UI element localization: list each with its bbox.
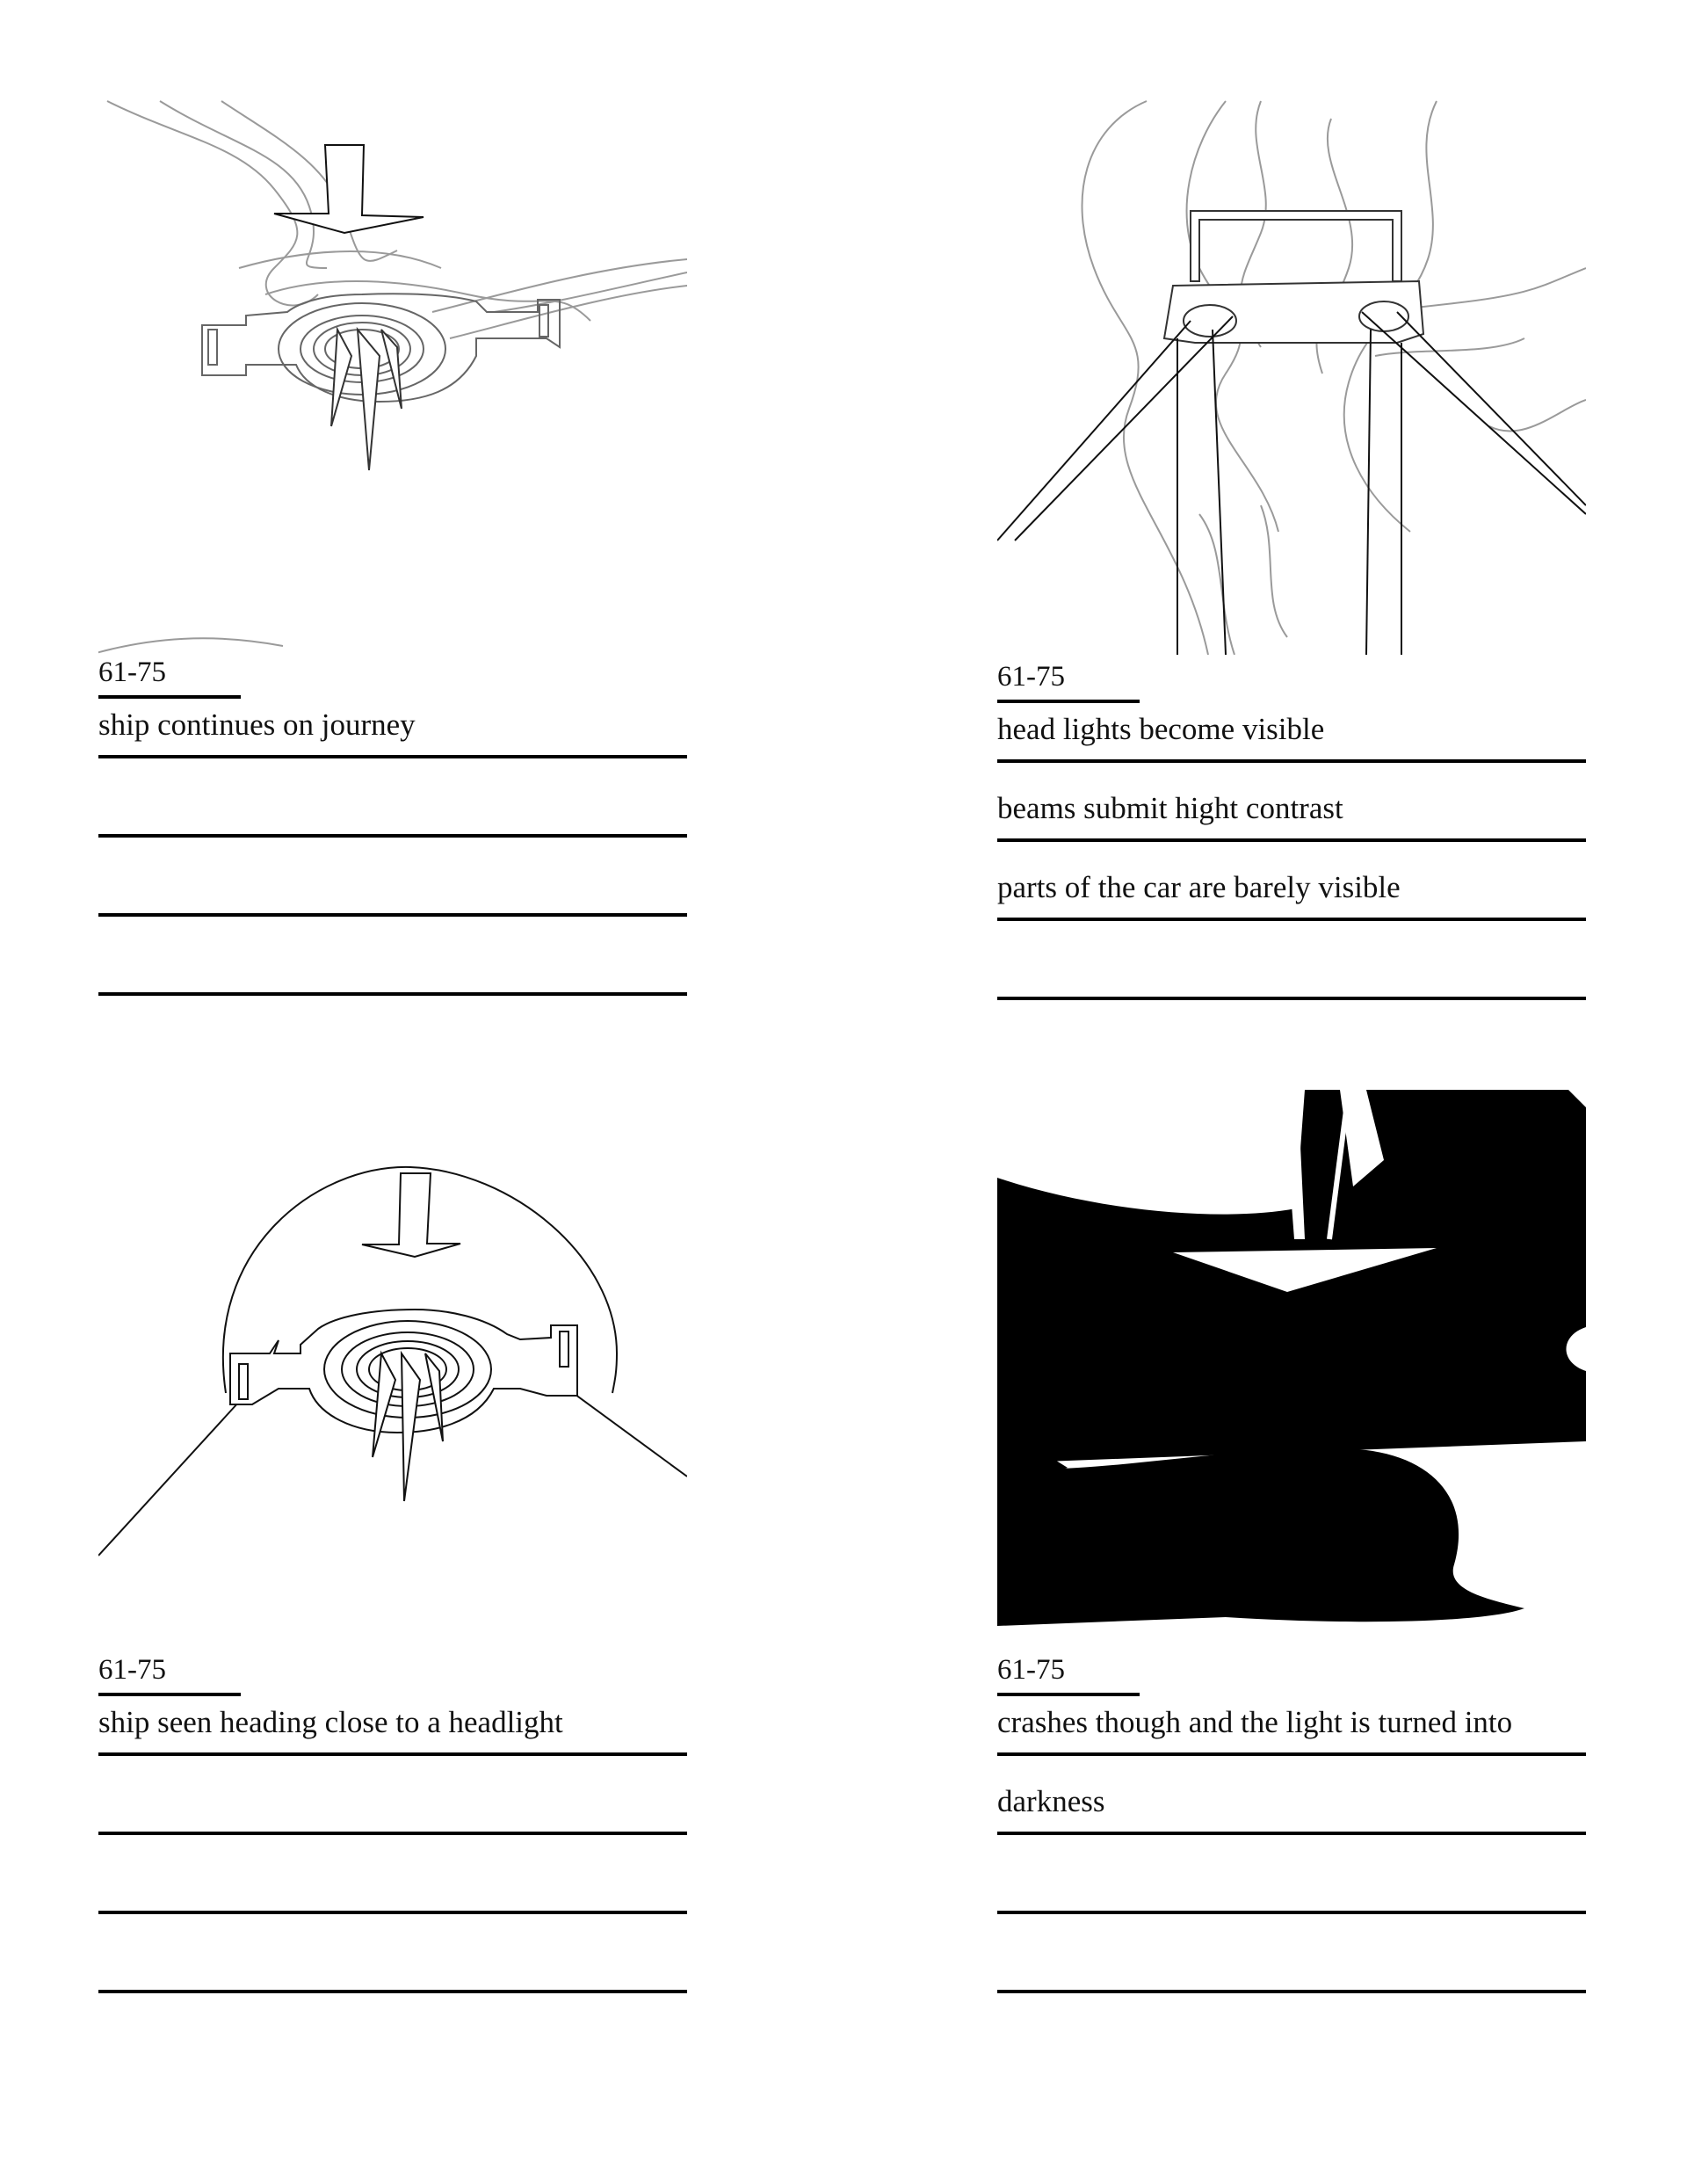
note-line	[997, 1914, 1586, 1993]
note-line	[98, 917, 687, 996]
note-line	[98, 838, 687, 917]
note-line	[997, 763, 1586, 842]
note-text: head lights become visible	[997, 712, 1325, 746]
note-line	[98, 1835, 687, 1914]
note-text: ship continues on journey	[98, 707, 416, 742]
note-line	[997, 703, 1586, 763]
note-text: ship seen heading close to a headlight	[98, 1705, 563, 1739]
note-line	[997, 1756, 1586, 1835]
note-line	[98, 1756, 687, 1835]
note-line	[997, 1835, 1586, 1914]
note-text: parts of the car are barely visible	[997, 870, 1401, 904]
note-line	[997, 842, 1586, 921]
note-line	[997, 1696, 1586, 1756]
car-headlights-beams-icon	[997, 92, 1586, 655]
note-text: crashes though and the light is turned into	[997, 1705, 1513, 1739]
ship-inside-headlight-circle-icon	[98, 1090, 687, 1652]
note-line	[997, 921, 1586, 1000]
note-line	[98, 1696, 687, 1756]
ship-over-headlight-sketch-icon	[98, 92, 687, 655]
note-line	[98, 699, 687, 758]
note-text: beams submit hight contrast	[997, 791, 1343, 825]
darkness-black-shapes-icon	[997, 1090, 1586, 1652]
frame-number: 61-75	[98, 657, 166, 688]
frame-number: 61-75	[997, 661, 1065, 693]
note-text: darkness	[997, 1784, 1105, 1818]
frame-number: 61-75	[997, 1654, 1065, 1686]
note-line	[98, 1914, 687, 1993]
note-line	[98, 758, 687, 838]
frame-number: 61-75	[98, 1654, 166, 1686]
